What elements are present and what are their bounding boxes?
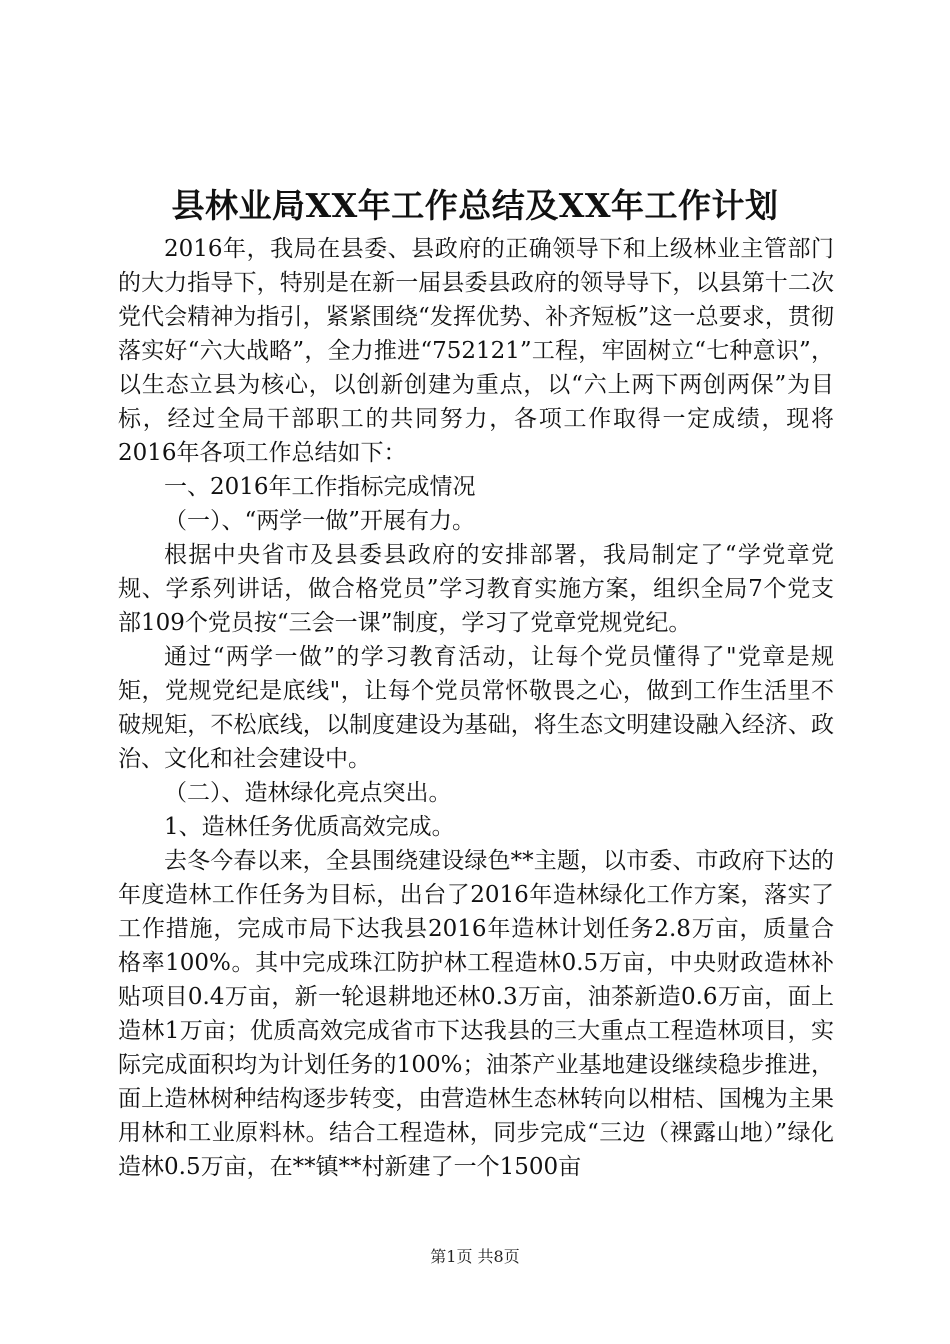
- section-heading-1: 一、2016年工作指标完成情况: [164, 474, 476, 500]
- document-body: [118, 232, 834, 1184]
- item-heading-1: 1、造林任务优质高效完成。: [164, 814, 455, 840]
- paragraph-intro: 2016年，我局在县委、县政府的正确领导下和上级林业主管部门的大力指导下，特别是在新一届县委县政府的领导导下，以县第十二次党代会精神为指引，紧紧围绕“发挥优势、补齐短板”这一总要求，贯彻落实好“六大战略”，全力推进“752121”工程，牢固树立“七种意识”，以生态立县为核心，以创新创建为重点，以“六上两下两创两保”为目标，经过全局干部职工的共同努力，各项工作取得一定成绩，现将2016年各项工作总结如下：: [118, 236, 834, 466]
- subsection-heading-2: （二）、造林绿化亮点突出。: [164, 780, 452, 806]
- page-footer: 第1页 共8页: [430, 1247, 520, 1266]
- paragraph-afforestation: 去冬今春以来，全县围绕建设绿色**主题，以市委、市政府下达的年度造林工作任务为目标，出台了2016年造林绿化工作方案，落实了工作措施，完成市局下达我县2016年造林计划任务2.8万亩，质量合格率100%。其中完成珠江防护林工程造林0.5万亩，中央财政造林补贴项目0.4万亩，新一轮退耕地还林0.3万亩，油茶新造0.6万亩，面上造林1万亩；优质高效完成省市下达我县的三大重点工程造林项目，实际完成面积均为计划任务的100%；油茶产业基地建设继续稳步推进，面上造林树种结构逐步转变，由营造林生态林转向以柑桔、国槐为主果用林和工业原料林。结合工程造林，同步完成“三边（裸露山地）”绿化造林0.5万亩，在**镇**村新建了一个1500亩: [118, 848, 834, 1180]
- paragraph-party-study: 根据中央省市及县委县政府的安排部署，我局制定了“学党章党规、学系列讲话，做合格党员”学习教育实施方案，组织全局7个党支部109个党员按“三会一课”制度，学习了党章党规党纪。: [118, 542, 834, 636]
- document-title: 县林业局XX年工作总结及XX年工作计划: [171, 186, 779, 225]
- subsection-heading-1: （一）、“两学一做”开展有力。: [164, 508, 476, 534]
- paragraph-party-education: 通过“两学一做”的学习教育活动，让每个党员懂得了"党章是规矩，党规党纪是底线"，让每个党员常怀敬畏之心，做到工作生活里不破规矩，不松底线，以制度建设为基础，将生态文明建设融入经济、政治、文化和社会建设中。: [118, 644, 834, 772]
